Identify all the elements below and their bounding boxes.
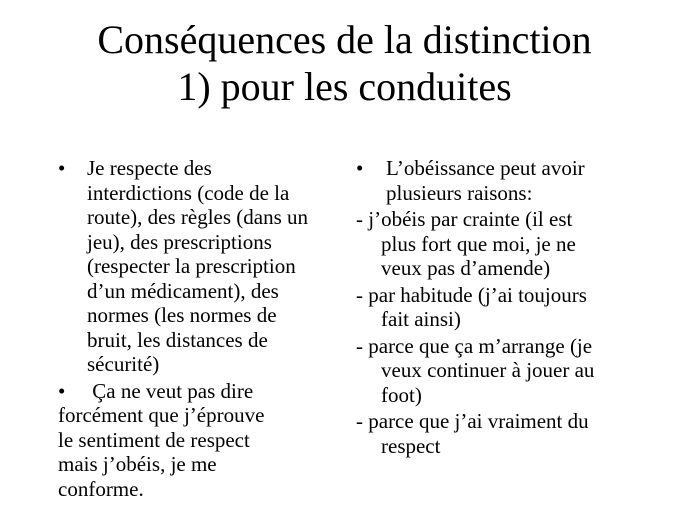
slide-title — [0, 16, 689, 110]
text-line: sécurité) — [87, 352, 160, 376]
text-line: d’un médicament), des — [87, 278, 279, 303]
bullet-icon: • — [58, 156, 66, 180]
text-line: bruit, les distances de — [87, 327, 268, 352]
text-line: mais j’obéis, je me — [58, 452, 217, 476]
title-line-1: Conséquences de la distinction — [97, 17, 592, 62]
list-item — [356, 409, 656, 458]
right-column — [356, 156, 656, 460]
left-column — [58, 156, 348, 503]
list-item — [58, 156, 348, 377]
list-item — [356, 207, 656, 281]
text-line: veux continuer à jouer au — [381, 358, 595, 382]
text-line: - parce que ça m’arrange (je — [356, 333, 593, 358]
text-line: jeu), des prescriptions — [87, 229, 272, 254]
text-line: - parce que j’ai vraiment du — [356, 409, 589, 433]
bullet-icon: • — [356, 156, 364, 180]
text-line: plusieurs raisons: — [386, 180, 533, 205]
text-line: Ça ne veut pas dire — [87, 378, 254, 403]
list-item — [356, 156, 656, 205]
text-line: L’obéissance peut avoir — [386, 156, 585, 180]
text-line: plus fort que moi, je ne — [381, 231, 576, 256]
list-item — [356, 334, 656, 408]
text-line: conforme. — [58, 476, 144, 501]
text-line: veux pas d’amende) — [381, 256, 551, 280]
text-line: - j’obéis par crainte (il est — [356, 207, 573, 231]
text-line: Je respecte des — [87, 156, 212, 180]
text-line: route), des règles (dans un — [87, 205, 309, 229]
text-line: respect — [381, 433, 441, 458]
list-item — [58, 379, 348, 502]
text-line: fait ainsi) — [381, 307, 461, 331]
text-line: - par habitude (j’ai toujours — [356, 282, 587, 307]
text-line: le sentiment de respect — [58, 427, 250, 452]
bullet-icon: • — [58, 378, 66, 403]
text-line: interdictions (code de la — [87, 180, 290, 205]
title-line-2: 1) pour les conduites — [177, 64, 512, 109]
text-line: foot) — [381, 382, 422, 407]
text-line: normes (les normes de — [87, 303, 277, 327]
list-item — [356, 283, 656, 332]
text-line: (respecter la prescription — [87, 254, 296, 278]
text-line: forcément que j’éprouve — [58, 403, 265, 427]
